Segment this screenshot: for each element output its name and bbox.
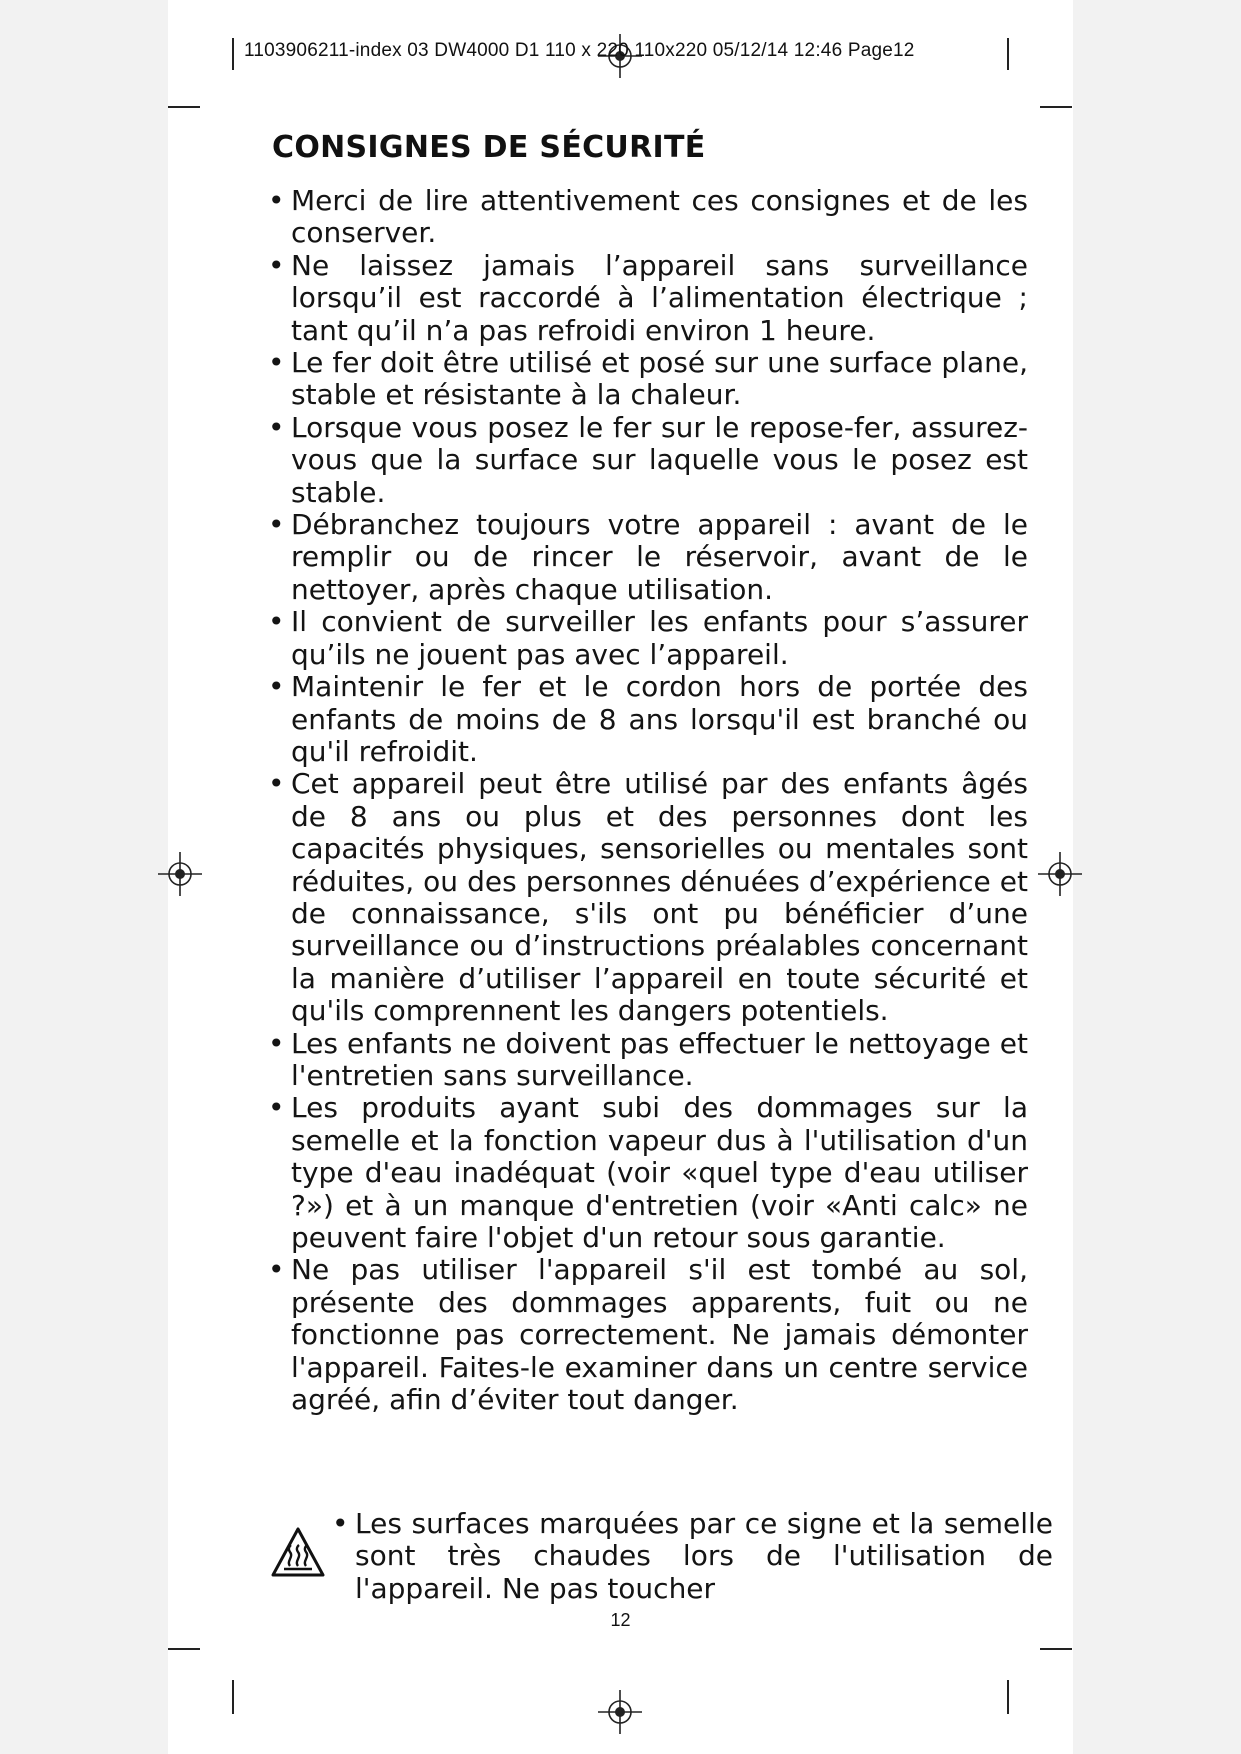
page-number: 12 — [610, 1610, 631, 1630]
crop-mark — [232, 1680, 234, 1714]
list-item-text: Ne pas utiliser l'appareil s'il est tombé au sol, présente des dommages apparents, fuit ou ne fonctionne pas correctement. Ne jamais démonter l'appareil. Faites-le examiner dans un centre service agréé, afin d’éviter tout danger. — [291, 1253, 1028, 1417]
bullet: • — [268, 508, 285, 542]
list-item — [268, 509, 1028, 606]
safety-instructions-list — [268, 185, 1028, 1416]
list-item-text: Les surfaces marquées par ce signe et la semelle sont très chaudes lors de l'utilisation de l'appareil. Ne pas toucher — [355, 1507, 1053, 1605]
bullet: • — [268, 605, 285, 639]
crop-mark — [1040, 1648, 1072, 1650]
list-item-text: Les produits ayant subi des dommages sur la semelle et la fonction vapeur dus à l'utilisation d'un type d'eau inadéquat (voir «quel type d'eau utiliser ?») et à un manque d'entretien (voir «Anti calc» ne peuvent faire l'objet d'un retour sous garantie. — [291, 1091, 1028, 1254]
list-item-text: Le fer doit être utilisé et posé sur une surface plane, stable et résistante à la chaleur. — [291, 346, 1028, 412]
hot-surface-warning-icon — [270, 1526, 326, 1578]
registration-mark-icon — [158, 852, 202, 896]
crop-mark — [168, 106, 200, 108]
page-title: CONSIGNES DE SÉCURITÉ — [272, 130, 706, 165]
list-item — [268, 606, 1028, 671]
bullet: • — [268, 248, 285, 282]
hot-surface-text — [332, 1508, 1053, 1605]
bullet: • — [268, 767, 285, 801]
list-item-text: Les enfants ne doivent pas effectuer le nettoyage et l'entretien sans surveillance. — [291, 1026, 1028, 1092]
list-item — [268, 347, 1028, 412]
list-item — [268, 250, 1028, 347]
crop-mark — [232, 38, 234, 70]
list-item-text: Merci de lire attentivement ces consignes et de les conserver. — [291, 184, 1028, 250]
crop-mark — [1007, 1680, 1009, 1714]
list-item — [268, 671, 1028, 768]
registration-mark-icon — [1038, 852, 1082, 896]
list-item-text: Maintenir le fer et le cordon hors de portée des enfants de moins de 8 ans lorsqu'il est branché ou qu'il refroidit. — [291, 670, 1028, 768]
bullet: • — [268, 346, 285, 380]
crop-mark — [168, 1648, 200, 1650]
bullet: • — [268, 184, 285, 217]
list-item-text: Cet appareil peut être utilisé par des enfants âgés de 8 ans ou plus et des personnes dont les capacités physiques, sensorielles ou mentales sont réduites, ou des personnes dénuées d’expérience et de connaissance, s'ils ont pu bénéficier d’une surveillance ou d’instructions préalables concernant la manière d’utiliser l’appareil en toute sécurité et qu'ils comprennent les dangers potentiels. — [291, 767, 1028, 1028]
bullet: • — [268, 1026, 285, 1060]
list-item-text: Débranchez toujours votre appareil : avant de le remplir ou de rincer le réservoir, avant de le nettoyer, après chaque utilisation. — [291, 508, 1028, 606]
bullet: • — [268, 1091, 285, 1125]
list-item — [268, 1254, 1028, 1416]
list-item-text: Il convient de surveiller les enfants pour s’assurer qu’ils ne jouent pas avec l’appareil. — [291, 605, 1028, 671]
print-slug: 1103906211-index 03 DW4000 D1 110 x 220 110x220 05/12/14 12:46 Page12 — [244, 40, 915, 61]
crop-mark — [1040, 106, 1072, 108]
bullet: • — [268, 1253, 285, 1287]
bullet: • — [332, 1507, 349, 1540]
crop-mark — [1007, 38, 1009, 70]
bullet: • — [268, 410, 285, 444]
list-item — [268, 185, 1028, 250]
list-item — [268, 768, 1028, 1027]
list-item — [268, 1028, 1028, 1093]
registration-mark-icon — [598, 1690, 642, 1734]
list-item — [268, 1092, 1028, 1254]
bullet: • — [268, 670, 285, 704]
list-item — [268, 412, 1028, 509]
list-item-text: Ne laissez jamais l’appareil sans surveillance lorsqu’il est raccordé à l’alimentation électrique ; tant qu’il n’a pas refroidi environ 1 heure. — [291, 248, 1028, 347]
list-item-text: Lorsque vous posez le fer sur le repose-fer, assurez-vous que la surface sur laquelle vous le posez est stable. — [291, 410, 1028, 509]
